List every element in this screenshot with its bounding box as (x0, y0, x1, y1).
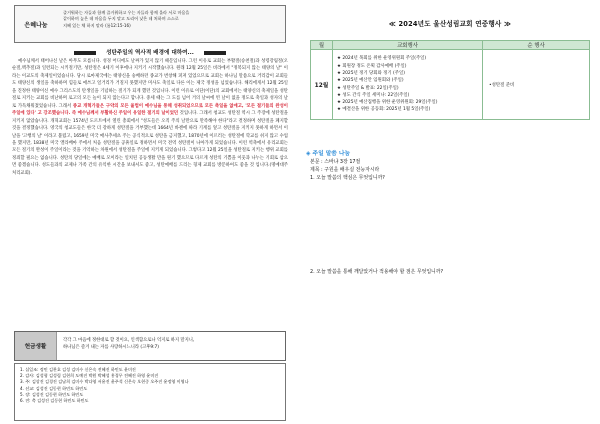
event-item: ★ 2025년 예산집행을 위한 운영위원회: 29일(주일) (337, 100, 438, 106)
article-title: 성탄주일의 역사적 배경에 대하여... (106, 50, 194, 56)
schedule-header-row (311, 41, 590, 50)
article-body (12, 58, 288, 266)
offering-verse: 각각 그 마음에 정한대로 할 것이요, 인색함으로나 억지로 하지 말지니, 하나님은 즐겨 내는 자를 사랑하시느니라 (고후9:7) (63, 338, 195, 350)
offering-label: 헌금생활 (15, 332, 57, 360)
order-cell: •성탄절 준비 (483, 50, 590, 120)
article-title-row (0, 48, 300, 56)
events-cell (333, 50, 483, 120)
offering-line: 5. 장: 김성진 김동현 하민도 하민도 (20, 391, 84, 397)
event-item: ★ 성탄주일 & 발표: 22일(주일) (337, 85, 399, 91)
event-item: ★ 예결산을 위한 공동회: 2025년 1월 5일(주일) (337, 107, 431, 113)
offering-line: 3. 주: 김상진 김경진 김남희 김미수 박다영 서윤진 윤주석 신은숙 오현중 오주진 윤정영 이영나 (20, 379, 189, 385)
event-item: ★ 2024년 목회를 위한 운영위원회 주일(주일) (337, 56, 427, 62)
offering-line: 6. 전: 축 김성진 김동현 하민도 하민도 (20, 398, 89, 404)
event-item: ★ 성도 간식 주일 세미나: 22일(주일) (337, 92, 410, 98)
event-item: ★ 2025년 정기 당회와 정기 (주일) (337, 70, 405, 76)
event-item: ★ 2025년 예산안 임원회와 (주일) (337, 78, 404, 84)
article-text-1: 예수님께서 태어나신 날은 아무도 모릅니다. 성경 어디에도 날짜가 있지 않기 때문입니다. 그런 이유로 교회는 부활절(승천절)과 성령강림절(오순절,맥추절)과 일련되는 시키절기만, 성탄절은 4세기 이후에나 지키기 시작했습니다. 원래 12월 25일은 비라에서 "정복되지 않는 태양의 날" 이라는 이교도의 축제일이었습니다. 당시 로마제국에는 태양신을 숭배하던 종교가 번창해 퍼져 있었으므로 교회는 하나님 말씀으로 거리감이 교회들도 태양신의 생일을 축하하며 힘들로 애쓰고 얼거리가 거칠지 못했지만 미사도 축일로 다른 이는 제국 정성을 넘었습니다. 해리에게서 12월 25일을 진정한 태양이신 예수 그리스도의 탄생일을 기념하는 절기가 되게 했던 것입니다. 이런 이유로 이단(이단)의 교회에서는 태양신의 축제일을 성탄절로 지키는 교회를 비난하며 로고의 모든 놀이 되지 않는다고 합니다. 중세 때는 그 도를 넘어 거의 날씨에 빈 날이 없을 정도로 축일과 성자의 날로 가득채워졌었습니다. 그래서 (12, 59, 288, 109)
article-highlight: 종교 개혁가들은 구약의 모든 율법이 예수님을 통해 성취되었으므로 모든 축일을 없애고, '모든 절기들의 완성이 주일에 있다' 고 강조했습니다. 즉 예수님께서 부활하신 주일이 유일한 절기의 날이었던 (12, 103, 288, 117)
sermon-question-2: 2. 오늘 말씀을 통해 깨달았거나 적용해야 할 점은 무엇입니까? (310, 269, 444, 275)
title-bar-left (74, 51, 96, 55)
title-bar-right (204, 51, 226, 55)
col-month: 월 (311, 41, 333, 50)
offering-list (14, 363, 286, 421)
col-events: 교회행사 (333, 41, 483, 50)
col-order: 순 행사 (483, 41, 590, 50)
sermon-details: 본문 : 스바냐 3장 17절 제목 : 구원을 배우실 전능자시라 1. 오늘 말씀의 핵심은 무엇입니까? (310, 159, 385, 182)
grace-verse: 즐거워하는 자들과 함께 즐거워하고 우는 자들과 함께 울라 서로 마음을 같이하며 높은 데 마음을 두지 말고 도리어 낮은 데 처하며 스스로 지혜 있는 체 하지 말라 (롬12:15-16) (63, 10, 190, 28)
right-page (300, 0, 600, 424)
event-item: ★ 회원장 정도 온획 감사예배 (주일) (337, 63, 407, 69)
article-paragraph (12, 58, 288, 177)
offering-line: 1. 십일조: 정민 김찬호 김성 김미수 신은숙 전혜진 하민도 윤미진 (20, 367, 136, 372)
grace-sharing-box (14, 5, 286, 43)
article-text-2: 것입니다. 그래서 청교도 성탄절 역시 그 주장에 성탄절을 지키지 않았습니다. 개혁교회는 1574년 도르트에서 열린 총회에서 "성도들은 오직 주의 날만으로 만족해야 한다"라고 결정하며 성탄절을 폐지할 것을 결정했습니다. 영국의 청교도들은 한국 더 강하게 성탄절을 거부했는데 1664년 바젠에 따라 기계를 엎고 성탄절을 지키지 못하게 하면서 이날을 '고행의 날' 이라고 불렀고, 1659년 미국 매사추세츠 주는 공식적으로 성탄을 금지했고, 1870년에 이르러는 성탄절에 학교를 쉬지 않고 수업을 했지만, 1838년 미국 앨라배마 주에서 처음 성탄절을 공휴일로 정하면서 미국 전역 성탄절이 나아가게 되었습니다. 이런 역축에서 유리교회는 모든 절기의 완성이 주일이라는 것을 기억하는 차원에서 성탄절을 주일에 지키게 되었습니다. 그렇다고 12월 25일을 성탄절로 지키는 행위 교회를 정죄할 필요는 없습니다. 성탄의 당일에는 예배로 모이라는 일치된 공동생활 만을 원기 했으므로 다르게 성탄의 기쁨을 이웃과 나누는 기회로 삼으면 좋겠습니다. 성도들과의 교제나 가족 간의 유익한 시간을 보내셔도 좋고, 성탄예배를 드리는 형제 교회를 방문하여도 좋을 것 입니다.(명예대주처리교회). (12, 111, 288, 176)
sermon-heading: ◈ 주일 말씀 나눔 (306, 151, 351, 157)
grace-label: 은혜나눔 (24, 21, 48, 29)
schedule-title: ≪ 2024년도 울산성림교회 연중행사 ≫ (388, 20, 512, 28)
offering-line: 4. 선교: 김성진 김동현 하민도 하민도 (20, 385, 88, 391)
schedule-table (310, 40, 590, 120)
month-cell: 12월 (311, 50, 333, 120)
offering-box (14, 331, 286, 361)
schedule-row (311, 50, 590, 120)
offering-line: 2. 감사: 김성형 김성림 김현희 도예진 박원 박혜성 홍경무 전혜진 하영 윤미진 (20, 373, 159, 379)
